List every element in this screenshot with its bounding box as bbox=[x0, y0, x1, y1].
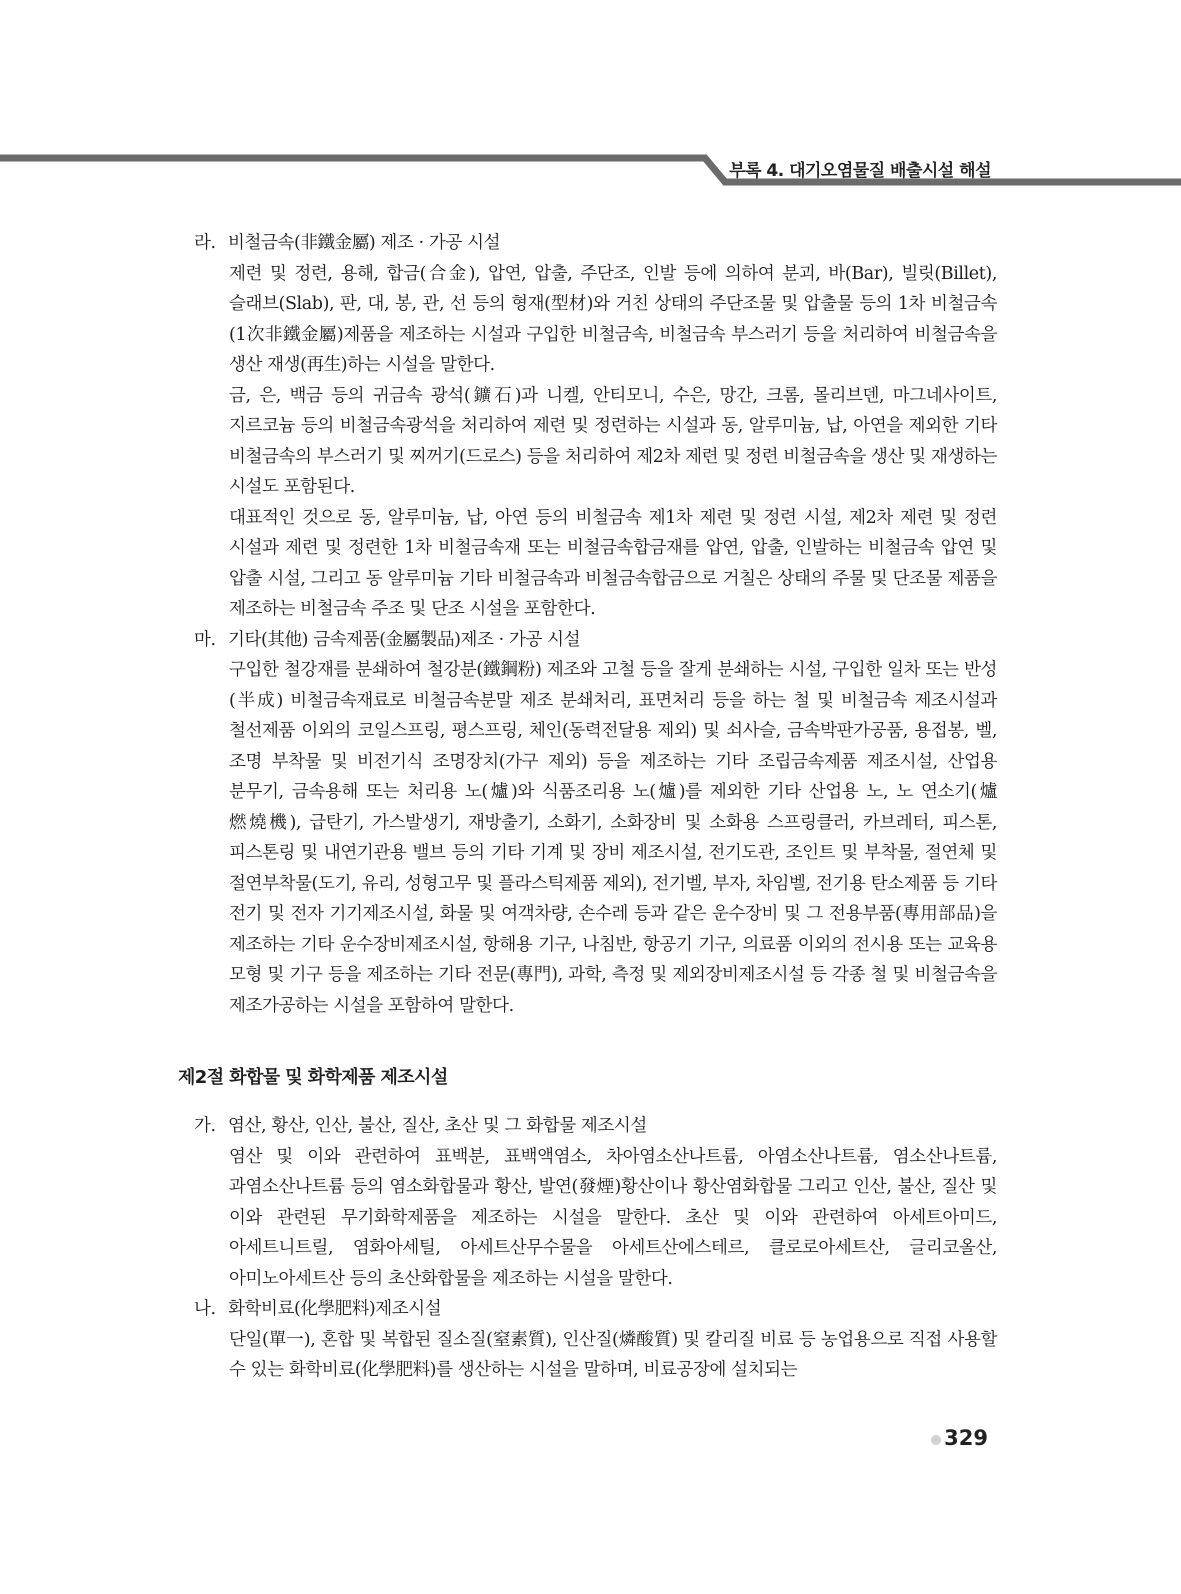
item-title-text: 기타(其他) 금속제품(金屬製品)제조 · 가공 시설 bbox=[228, 629, 581, 650]
page-dot-icon bbox=[931, 1435, 941, 1445]
body-paragraph: 구입한 철강재를 분쇄하여 철강분(鐵鋼粉) 제조와 고철 등을 잘게 분쇄하는 시설, 구입한 일차 또는 반성(半成) 비철금속재료로 비철금속분말 제조 분쇄처리, 표면처리 등을 하는 철 및 비철금속 제조시설과 철선제품 이외의 코일스프링, 평스프링, 체인(동력전달용 제외) 및 쇠사슬, 금속박판가공품, 용접봉, 벨, 조명 부착물 및 비전기식 조명장치(가구 제외) 등을 제조하는 기타 조립금속제품 제조시설, 산업용 분무기, 금속용해 또는 처리용 노(爐)와 식품조리용 노(爐)를 제외한 기타 산업용 노, 노 연소기(爐 燃燒機), 급탄기, 가스발생기, 재방출기, 소화기, 소화장비 및 소화용 스프링클러, 카브레터, 피스톤, 피스톤링 및 내연기관용 밸브 등의 기타 기계 및 장비 제조시설, 전기도관, 조인트 및 부착물, 절연체 및 절연부착물(도기, 유리, 성형고무 및 플라스틱제품 제외), 전기벨, 부자, 차임벨, 전기용 탄소제품 등 기타 전기 및 전자 기기제조시설, 화물 및 여객차량, 손수레 등과 같은 운수장비 및 그 전용부품(專用部品)을 제조하는 기타 운수장비제조시설, 항해용 기구, 나침반, 항공기 기구, 의료품 이외의 전시용 또는 교육용 모형 및 기구 등을 제조하는 기타 전문(專門), 과학, 측정 및 제외장비제조시설 등 각종 철 및 비철금속을 제조가공하는 시설을 포함하여 말한다. bbox=[229, 660, 997, 1016]
body-paragraph: 제련 및 정련, 용해, 합금(合金), 압연, 압출, 주단조, 인발 등에 의하여 분괴, 바(Bar), 빌릿(Billet), 슬래브(Slab), 판, 대, 봉, 관, 선 등의 형재(型材)와 거친 상태의 주단조물 및 압출물 등의 1차 비철금속(1次非鐵金屬)제품을 제조하는 시설과 구입한 비철금속, 비철금속 부스러기 등을 처리하여 비철금속을 생산 재생(再生)하는 시설을 말한다. bbox=[229, 263, 997, 375]
item-title-text: 염산, 황산, 인산, 불산, 질산, 초산 및 그 화합물 제조시설 bbox=[228, 1116, 647, 1136]
header-rule bbox=[0, 0, 1181, 200]
body-paragraph: 단일(單一), 혼합 및 복합된 질소질(窒素質), 인산질(燐酸質) 및 칼리질 비료 등 농업용으로 직접 사용할 수 있는 화학비료(化學肥料)를 생산하는 시설을 말하며, 비료공장에 설치되는 bbox=[229, 1329, 997, 1380]
running-head: 부록 4. 대기오염물질 배출시설 해설 bbox=[729, 161, 991, 181]
item-title bbox=[194, 1111, 998, 1142]
item-title bbox=[194, 228, 998, 259]
item-marker: 마. bbox=[194, 629, 216, 650]
item-marker: 라. bbox=[194, 233, 216, 253]
list-item bbox=[178, 228, 998, 625]
item-marker: 나. bbox=[194, 1299, 216, 1319]
item-marker: 가. bbox=[194, 1116, 216, 1136]
item-title bbox=[194, 1294, 998, 1325]
body-paragraph: 금, 은, 백금 등의 귀금속 광석(鑛石)과 니켈, 안티모니, 수은, 망간, 크롬, 몰리브덴, 마그네사이트, 지르코늄 등의 비철금속광석을 처리하여 제련 및 정련하는 시설과 동, 알루미늄, 납, 아연을 제외한 기타 비철금속의 부스러기 및 찌꺼기(드로스) 등을 처리하여 제2차 제련 및 정련 비철금속을 생산 및 재생하는 시설도 포함된다. bbox=[229, 385, 997, 497]
item-title bbox=[194, 625, 998, 656]
item-title-text: 화학비료(化學肥料)제조시설 bbox=[228, 1299, 442, 1319]
body-paragraph: 염산 및 이와 관련하여 표백분, 표백액염소, 차아염소산나트륨, 아염소산나트륨, 염소산나트륨, 과염소산나트륨 등의 염소화합물과 황산, 발연(發煙)황산이나 황산염화합물 그리고 인산, 불산, 질산 및 이와 관련된 무기화학제품을 제조하는 시설을 말한다. 초산 및 이와 관련하여 아세트아미드, 아세트니트릴, 염화아세틸, 아세트산무수물을 아세트산에스테르, 클로로아세트산, 글리코올산, 아미노아세트산 등의 초산화합물을 제조하는 시설을 말한다. bbox=[229, 1146, 997, 1289]
items-part2 bbox=[178, 1111, 998, 1386]
item-title-text: 비철금속(非鐵金屬) 제조 · 가공 시설 bbox=[228, 233, 501, 253]
page-number: 329 bbox=[944, 1426, 988, 1450]
list-item bbox=[178, 625, 998, 1022]
items-part1 bbox=[178, 228, 998, 1021]
body-paragraph: 대표적인 것으로 동, 알루미늄, 납, 아연 등의 비철금속 제1차 제련 및 정련 시설, 제2차 제련 및 정련 시설과 제련 및 정련한 1차 비철금속재 또는 비철금속합금재를 압연, 압출, 인발하는 비철금속 압연 및 압출 시설, 그리고 동 알루미늄 기타 비철금속과 비철금속합금으로 거칠은 상태의 주물 및 단조물 제품을 제조하는 비철금속 주조 및 단조 시설을 포함한다. bbox=[229, 507, 997, 619]
section-title: 제2절 화합물 및 화학제품 제조시설 bbox=[178, 1067, 448, 1088]
page-content bbox=[178, 228, 998, 1386]
list-item bbox=[178, 1294, 998, 1386]
list-item bbox=[178, 1111, 998, 1294]
